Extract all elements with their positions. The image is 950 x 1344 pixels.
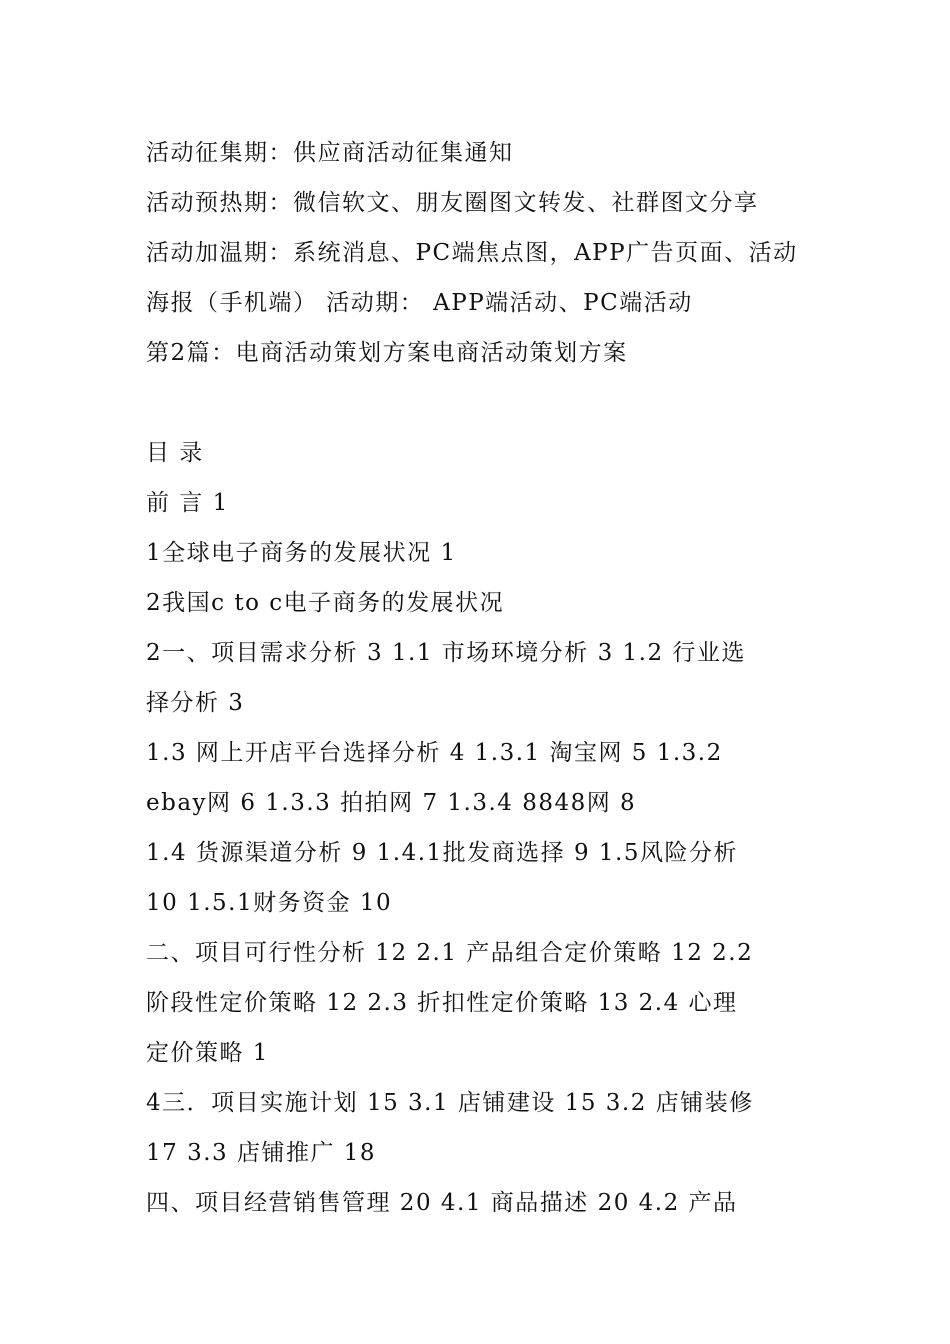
toc-heading: 目 录 xyxy=(146,440,204,466)
document-body xyxy=(146,128,808,1228)
chapter-title-line: 第2篇：电商活动策划方案电商活动策划方案 xyxy=(146,340,628,366)
toc-item: 10 1.5.1财务资金 10 xyxy=(146,890,393,916)
activity-collection-line: 活动征集期：供应商活动征集通知 xyxy=(146,140,514,166)
activity-heating-line: 活动加温期：系统消息、PC端焦点图，APP广告页面、活动 xyxy=(146,240,798,266)
toc-item: 2我国c to c电子商务的发展状况 xyxy=(146,590,505,616)
toc-item: 1.4 货源渠道分析 9 1.4.1批发商选择 9 1.5风险分析 xyxy=(146,840,738,866)
activity-warmup-line: 活动预热期：微信软文、朋友圈图文转发、社群图文分享 xyxy=(146,190,759,216)
toc-item: 1全球电子商务的发展状况 1 xyxy=(146,540,457,566)
toc-item-preface: 前 言 1 xyxy=(146,490,229,516)
toc-item: 择分析 3 xyxy=(146,690,245,716)
toc-item: 四、项目经营销售管理 20 4.1 商品描述 20 4.2 产品 xyxy=(146,1190,738,1216)
toc-item: ebay网 6 1.3.3 拍拍网 7 1.3.4 8848网 8 xyxy=(146,790,637,816)
blank-line xyxy=(146,378,808,428)
toc-item: 阶段性定价策略 12 2.3 折扣性定价策略 13 2.4 心理 xyxy=(146,990,738,1016)
toc-item: 二、项目可行性分析 12 2.1 产品组合定价策略 12 2.2 xyxy=(146,940,754,966)
toc-item: 4三．项目实施计划 15 3.1 店铺建设 15 3.2 店铺装修 xyxy=(146,1090,754,1116)
activity-period-line: 海报（手机端） 活动期： APP端活动、PC端活动 xyxy=(146,290,693,316)
toc-item: 17 3.3 店铺推广 18 xyxy=(146,1140,377,1166)
toc-item: 1.3 网上开店平台选择分析 4 1.3.1 淘宝网 5 1.3.2 xyxy=(146,740,723,766)
toc-item: 2一、项目需求分析 3 1.1 市场环境分析 3 1.2 行业选 xyxy=(146,640,746,666)
toc-item: 定价策略 1 xyxy=(146,1040,269,1066)
